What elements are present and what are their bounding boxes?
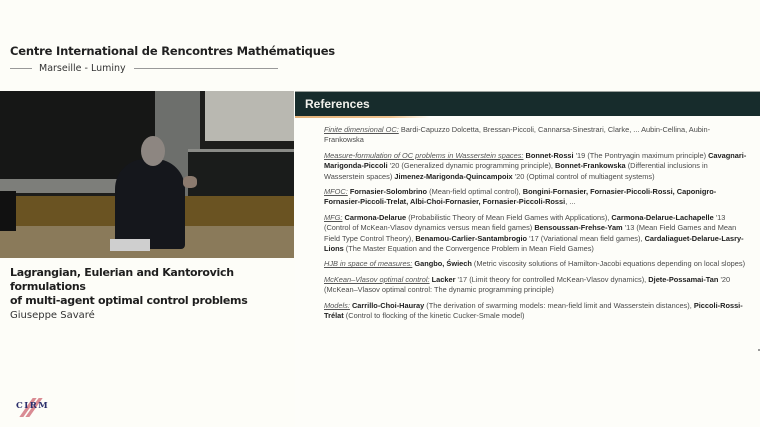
reference-authors: Bonnet-Frankowska [555, 161, 626, 171]
speaker-video [0, 91, 294, 258]
speaker-head [141, 136, 165, 166]
reference-authors: Bonnet-Rossi [523, 150, 574, 160]
reference-category: HJB in space of measures: [324, 259, 413, 269]
reference-entry [324, 259, 749, 269]
talk-title-line-1: Lagrangian, Eulerian and Kantorovich formulations [10, 266, 234, 293]
reference-description: '17 (Variational mean field games), [527, 233, 645, 243]
reference-entry [324, 275, 749, 296]
reference-category: Models: [324, 300, 350, 310]
speaker-name: Giuseppe Savaré [10, 310, 95, 321]
reference-authors: Benamou-Carlier-Santambrogio [415, 233, 528, 243]
header-accent-line [295, 116, 430, 118]
institution-location: Marseille - Luminy [39, 63, 126, 74]
reference-description: (Probabilistic Theory of Mean Field Games with Applications), [406, 212, 612, 222]
reference-description: Bardi-Capuzzo Dolcetta, Bressan-Piccoli, Cannarsa-Sinestrari, Clarke, ... Aubin-Cellina, Aubin-Frankowska [324, 125, 711, 145]
reference-authors: Cardaliaguet-Delarue-Lasry-Lions [324, 233, 744, 254]
talk-title-line-2: of multi-agent optimal control problems [10, 294, 248, 307]
reference-authors: Bensoussan-Frehse-Yam [534, 223, 623, 233]
reference-authors: Djete-Possamai-Tan [648, 274, 719, 284]
reference-entry [324, 187, 749, 208]
references-list [324, 125, 749, 327]
reference-authors: Bongini-Fornasier, Fornasier-Piccoli-Rossi, Caponigro-Fornasier-Piccoli-Trelat, Albi-Choi-Fornasier, Fornasier-Piccoli-Rossi [324, 187, 717, 207]
reference-description: '17 (Limit theory for controlled McKean-Vlasov dynamics), [455, 274, 649, 284]
cirm-brand [10, 44, 335, 74]
reference-authors: Piccoli-Rossi-Trélat [324, 300, 743, 321]
reference-authors: Fornasier-Solombrino [347, 187, 428, 197]
reference-authors: Lacker [429, 274, 456, 284]
reference-category: MFG: [324, 212, 343, 222]
divider-line [10, 68, 32, 69]
reference-entry [324, 151, 749, 182]
reference-authors: Carrillo-Choi-Hauray [349, 300, 425, 310]
reference-category: Measure-formulation of OC problems in Wasserstein spaces: [324, 150, 524, 160]
reference-authors: Gangbo, Świech [412, 259, 472, 269]
reference-description: (The Master Equation and the Convergence Problem in Mean Field Games) [343, 244, 594, 254]
reference-description: '13 (Control of McKean-Vlasov dynamics versus mean field games) [324, 212, 726, 233]
speaker [115, 159, 185, 249]
logo-text: CIRM [16, 401, 50, 411]
reference-authors: Cavagnari-Marigonda-Piccoli [324, 150, 747, 171]
presentation-slide [295, 91, 760, 427]
institution-title: Centre International de Rencontres Mathématiques [10, 44, 335, 58]
speaker-hand [183, 176, 197, 188]
reference-description: '20 (Generalized dynamic programming principle), [387, 161, 556, 171]
institution-subtitle-row [10, 63, 290, 74]
reference-description: (Control to flocking of the kinetic Cucker-Smale model) [343, 311, 525, 321]
cirm-logo [14, 396, 54, 418]
slide-header [295, 91, 760, 116]
reference-description: (Differential inclusions in Wasserstein spaces) [324, 161, 708, 181]
reference-description: '13 (Mean Field Games and Mean Field Type Control Theory), [324, 223, 737, 243]
reference-category: MFOC: [324, 187, 348, 197]
reference-description: , ... [565, 197, 576, 207]
laptop [0, 191, 16, 231]
reference-authors: Carmona-Delarue [342, 212, 407, 222]
reference-description: (Metric viscosity solutions of Hamilton-Jacobi equations depending on local slopes) [471, 259, 746, 269]
reference-description: '19 (The Pontryagin maximum principle) [573, 150, 709, 160]
reference-entry [324, 213, 749, 255]
reference-authors: Jimenez-Marigonda-Quincampoix [394, 171, 513, 181]
reference-description: (Mean-field optimal control), [427, 187, 523, 197]
reference-entry [324, 301, 749, 322]
reference-description: '20 (McKean–Vlasov optimal control: The dynamic programming principle) [324, 274, 731, 295]
slide-title: References [305, 97, 370, 111]
reference-description: (The derivation of swarming models: mean-field limit and Wasserstein distances), [424, 300, 694, 310]
wall [205, 91, 294, 141]
reference-category: McKean–Vlasov optimal control: [324, 274, 430, 284]
talk-info [10, 266, 295, 323]
divider-line [134, 68, 278, 69]
talk-title [10, 266, 295, 308]
reference-authors: Carmona-Delarue-Lachapelle [611, 212, 714, 222]
reference-entry [324, 125, 749, 146]
reference-category: Finite dimensional OC: [324, 125, 399, 134]
papers [110, 239, 150, 251]
reference-description: '20 (Optimal control of multiagent systems) [512, 171, 655, 181]
